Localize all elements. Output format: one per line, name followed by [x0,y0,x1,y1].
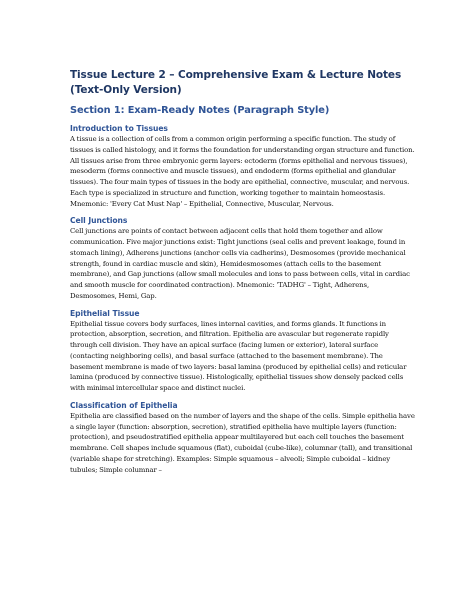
paragraph-epithelial-tissue: Epithelial tissue covers body surfaces, lines internal cavities, and forms glands. It functions in protection, absorption, secretion, and filtration. Epithelia are avascular but regenerate rapidly through cell division. They have an apical surface (facing lumen or exterior), lateral surface (contacting neighboring cells), and basal surface (attached to the basement membrane). The basement membrane is made of two layers: basal lamina (produced by epithelial cells) and reticular lamina (produced by connective tissue). Histologically, epithelial tissues show densely packed cells with minimal intercellular space and distinct nuclei. [70,319,407,392]
section-cell-junctions [70,215,416,301]
section-title: Section 1: Exam-Ready Notes (Paragraph Style) [70,105,330,116]
paragraph-cell-junctions: Cell junctions are points of contact between adjacent cells that hold them together and allow communication. Five major junctions exist: Tight junctions (seal cells and prevent leakage, found in stomach lining), Adherens junctions (anchor cells via cadherins), Desmosomes (provide mechanical strength, found in cardiac muscle and skin), Hemidesmosomes (attach cells to the basement membrane), and Gap junctions (allow small molecules and ions to pass between cells, vital in cardiac and smooth muscle for coordinated contraction). Mnemonic: 'TADHG' – Tight, Adherens, Desmosomes, Hemi, Gap. [70,227,410,300]
heading-cell-junctions: Cell Junctions [70,216,128,226]
paragraph-introduction-to-tissues: A tissue is a collection of cells from a common origin performing a specific function. The study of tissues is called histology, and it forms the foundation for understanding organ structure and function. All tissues arise from three embryonic germ layers: ectoderm (forms epithelial and nervous tissues), mesoderm (forms connective and muscle tissues), and endoderm (forms epithelial and glandular tissues). The four main types of tissues in the body are epithelial, connective, muscular, and nervous. Each type is specialized in structure and function, working together to maintain homeostasis. Mnemonic: 'Every Cat Must Nap' – Epithelial, Connective, Muscular, Nervous. [70,135,415,208]
section-introduction-to-tissues [70,123,416,209]
heading-classification-of-epithelia: Classification of Epithelia [70,400,178,410]
section-epithelial-tissue [70,308,416,394]
heading-introduction-to-tissues: Introduction to Tissues [70,124,168,133]
document-title: Tissue Lecture 2 – Comprehensive Exam & Lecture Notes (Text-Only Version) [70,69,402,96]
paragraph-classification-of-epithelia: Epithelia are classified based on the number of layers and the shape of the cells. Simple epithelia have a single layer (function: absorption, secretion), stratified epithelia have multiple layers (function: protection), and pseudostratified epithelia appear multilayered but each cell touches the basement membrane. Cell shapes include squamous (flat), cuboidal (cube-like), columnar (tall), and transitional (variable shape for stretching). Examples: Simple squamous – alveoli; Simple cuboidal – kidney tubules; Simple columnar – [70,411,415,474]
heading-epithelial-tissue: Epithelial Tissue [70,308,140,318]
section-classification-of-epithelia [70,400,416,476]
